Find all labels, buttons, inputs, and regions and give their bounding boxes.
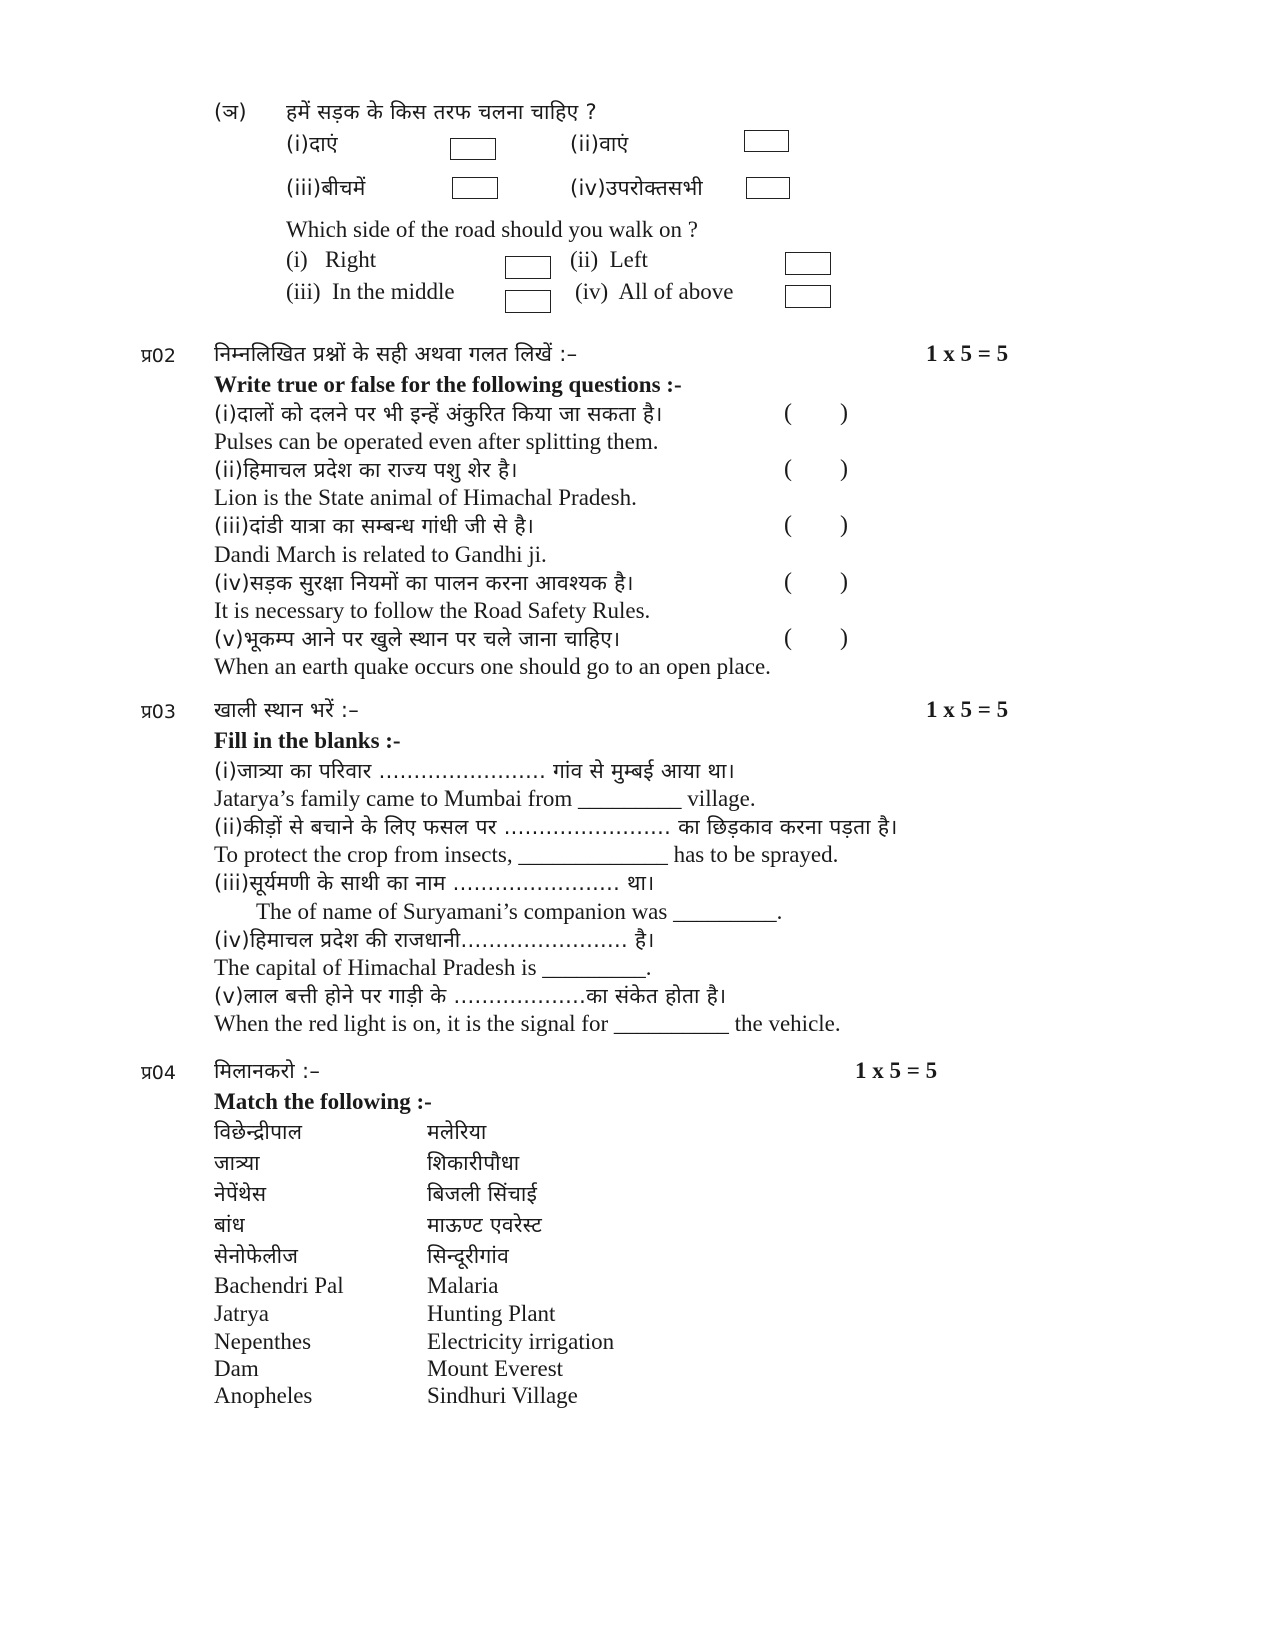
match-right-english: Sindhuri Village (427, 1383, 578, 1408)
option-hindi: (iv)उपरोक्तसभी (570, 176, 704, 200)
match-right-hindi: सिन्दूरीगांव (427, 1244, 510, 1268)
match-right-hindi: माऊण्ट एवरेस्ट (427, 1213, 543, 1237)
marks-label: 1 x 5 = 5 (926, 341, 1009, 366)
option-english: (iv) All of above (575, 279, 734, 304)
statement-hindi: (i)दालों को दलने पर भी इन्हें अंकुरित किया जा सकता है। (214, 402, 663, 426)
answer-bracket-open: ( (784, 400, 792, 426)
statement-english: It is necessary to follow the Road Safety Rules. (214, 598, 651, 623)
answer-bracket-close: ) (840, 456, 848, 482)
section-title-english: Match the following :- (214, 1089, 432, 1114)
question-number: प्र02 (141, 345, 176, 367)
answer-checkbox[interactable] (505, 290, 551, 313)
section-title-hindi: निम्नलिखित प्रश्नों के सही अथवा गलत लिखें :– (214, 342, 578, 366)
blank-item-english: When the red light is on, it is the signal for __________ the vehicle. (214, 1011, 841, 1036)
answer-checkbox[interactable] (452, 177, 498, 199)
option-english: (i) Right (286, 247, 377, 272)
match-left-english: Jatrya (214, 1301, 269, 1326)
question-number: प्र03 (141, 701, 176, 723)
answer-checkbox[interactable] (746, 177, 790, 199)
match-left-english: Dam (214, 1356, 259, 1381)
question-text-hindi: हमें सड़क के किस तरफ चलना चाहिए ? (286, 100, 597, 124)
blank-item-english: The of name of Suryamani’s companion was _________. (256, 899, 783, 924)
match-left-english: Nepenthes (214, 1329, 312, 1354)
answer-checkbox[interactable] (785, 285, 831, 308)
answer-bracket-open: ( (784, 456, 792, 482)
marks-label: 1 x 5 = 5 (926, 697, 1009, 722)
match-right-english: Electricity irrigation (427, 1329, 615, 1354)
blank-item-hindi: (i)जात्र्या का परिवार ........................ गांव से मुम्बई आया था। (214, 759, 735, 783)
section-title-hindi: मिलानकरो :– (214, 1059, 321, 1083)
statement-hindi: (iii)दांडी यात्रा का सम्बन्ध गांधी जी से है। (214, 514, 535, 538)
match-left-hindi: सेनोफेलीज (214, 1244, 299, 1268)
statement-hindi: (v)भूकम्प आने पर खुले स्थान पर चले जाना चाहिए। (214, 627, 621, 651)
section-title-english: Fill in the blanks :- (214, 728, 401, 753)
blank-item-english: To protect the crop from insects, _____________ has to be sprayed. (214, 842, 839, 867)
match-right-hindi: शिकारीपौधा (427, 1151, 520, 1175)
statement-english: Dandi March is related to Gandhi ji. (214, 542, 547, 567)
blank-item-english: Jatarya’s family came to Mumbai from _________ village. (214, 786, 756, 811)
blank-item-hindi: (iv)हिमाचल प्रदेश की राजधानी........................ है। (214, 928, 655, 952)
match-left-hindi: जात्र्या (214, 1151, 260, 1175)
section-title-hindi: खाली स्थान भरें :– (214, 698, 360, 722)
answer-bracket-close: ) (840, 400, 848, 426)
match-left-hindi: बांध (214, 1213, 245, 1237)
statement-english: Lion is the State animal of Himachal Pradesh. (214, 485, 637, 510)
match-left-hindi: नेपेंथेस (214, 1182, 267, 1206)
statement-hindi: (iv)सड़क सुरक्षा नियमों का पालन करना आवश्यक है। (214, 571, 634, 595)
match-left-hindi: विछेन्द्रीपाल (214, 1120, 303, 1144)
option-english: (iii) In the middle (286, 279, 455, 304)
answer-bracket-open: ( (784, 569, 792, 595)
answer-checkbox[interactable] (744, 130, 789, 152)
answer-bracket-open: ( (784, 512, 792, 538)
answer-checkbox[interactable] (505, 256, 551, 279)
option-hindi: (iii)बीचमें (286, 176, 366, 200)
question-label: (ञ) (214, 100, 247, 124)
answer-checkbox[interactable] (785, 252, 831, 275)
answer-bracket-close: ) (840, 625, 848, 651)
match-right-english: Hunting Plant (427, 1301, 556, 1326)
match-left-english: Anopheles (214, 1383, 313, 1408)
answer-bracket-close: ) (840, 512, 848, 538)
blank-item-hindi: (ii)कीड़ों से बचाने के लिए फसल पर ........................ का छिड़काव करना पड़ता है। (214, 815, 898, 839)
section-title-english: Write true or false for the following questions :- (214, 372, 682, 397)
option-hindi: (i)दाएं (286, 132, 338, 156)
statement-english: Pulses can be operated even after splitting them. (214, 429, 659, 454)
blank-item-hindi: (iii)सूर्यमणी के साथी का नाम ........................ था। (214, 871, 655, 895)
option-hindi: (ii)वाएं (570, 132, 629, 156)
match-right-english: Mount Everest (427, 1356, 564, 1381)
statement-hindi: (ii)हिमाचल प्रदेश का राज्य पशु शेर है। (214, 458, 518, 482)
marks-label: 1 x 5 = 5 (855, 1058, 938, 1083)
match-right-english: Malaria (427, 1273, 499, 1298)
answer-bracket-close: ) (840, 569, 848, 595)
match-right-hindi: मलेरिया (427, 1120, 487, 1144)
option-english: (ii) Left (570, 247, 648, 272)
answer-checkbox[interactable] (450, 138, 496, 160)
question-text-english: Which side of the road should you walk on ? (286, 217, 698, 242)
answer-bracket-open: ( (784, 625, 792, 651)
match-right-hindi: बिजली सिंचाई (427, 1182, 538, 1206)
blank-item-hindi: (v)लाल बत्ती होने पर गाड़ी के ...................का संकेत होता है। (214, 984, 727, 1008)
question-number: प्र04 (141, 1062, 176, 1084)
match-left-english: Bachendri Pal (214, 1273, 344, 1298)
blank-item-english: The capital of Himachal Pradesh is _________. (214, 955, 652, 980)
statement-english: When an earth quake occurs one should go to an open place. (214, 654, 771, 679)
